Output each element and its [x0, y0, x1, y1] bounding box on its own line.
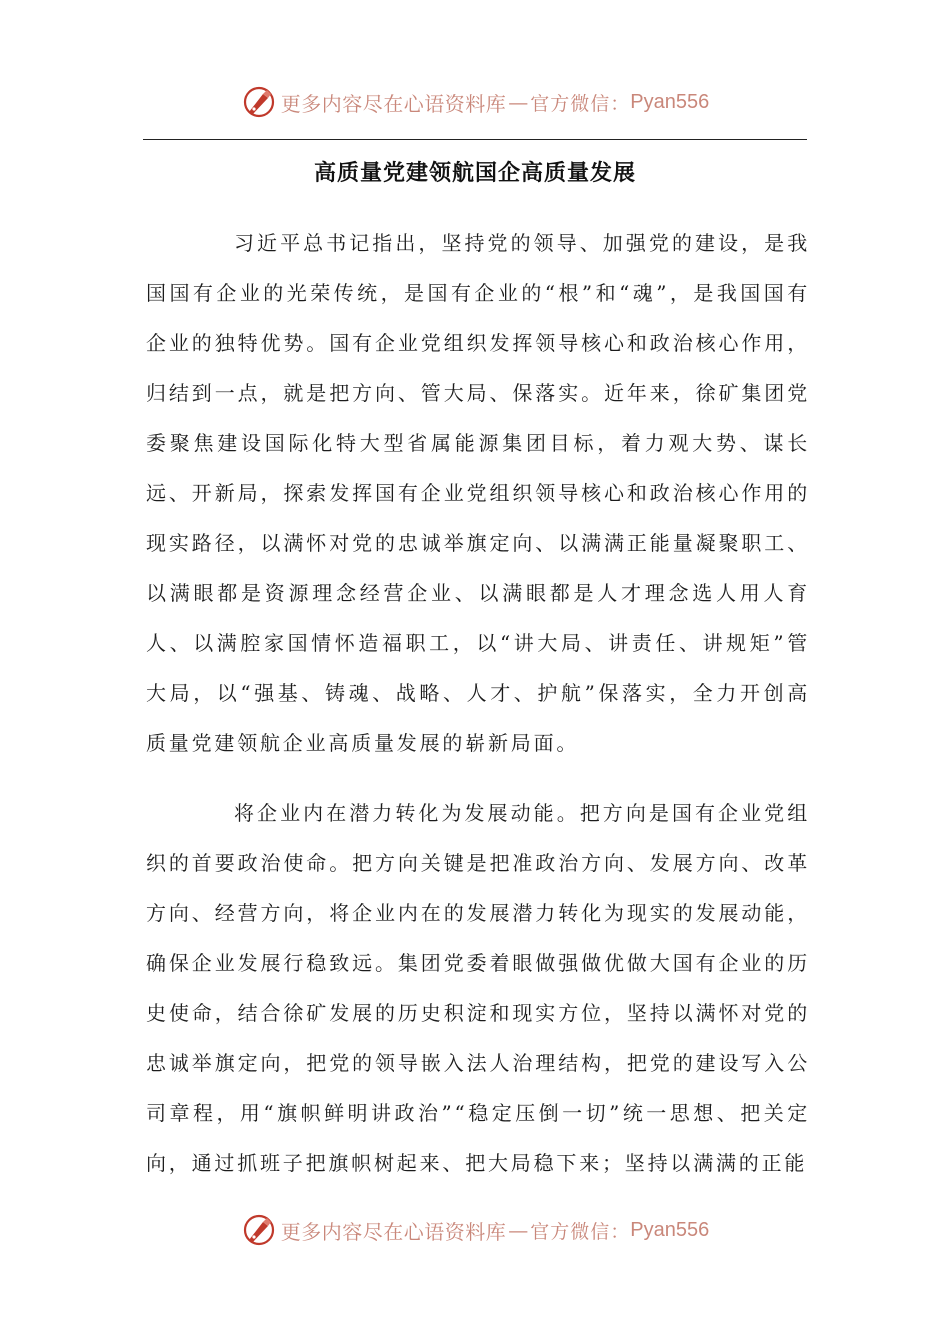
footer-contact-id: Pyan556 [630, 1218, 710, 1241]
footer-dash: — [508, 1218, 529, 1242]
banner-dash: — [508, 90, 529, 114]
footer-contact-label: 官方微信： [530, 1220, 631, 1243]
banner-contact-id: Pyan556 [630, 90, 710, 113]
header-banner [0, 80, 950, 124]
footer-banner [0, 1208, 950, 1252]
document-title: 高质量党建领航国企高质量发展 [313, 161, 636, 186]
paragraph-1: 习近平总书记指出，坚持党的领导、加强党的建设，是我国国有企业的光荣传统，是国有企业的“根”和“魂”，是我国国有企业的独特优势。国有企业党组织发挥领导核心和政治核心作用，归结到一点，就是把方向、管大局、保落实。近年来，徐矿集团党委聚焦建设国际化特大型省属能源集团目标，着力观大势、谋长远、开新局，探索发挥国有企业党组织领导核心和政治核心作用的现实路径，以满怀对党的忠诚举旗定向、以满满正能量凝聚职工、以满眼都是资源理念经营企业、以满眼都是人才理念选人用人育人、以满腔家国情怀造福职工，以“讲大局、讲责任、讲规矩”管大局，以“强基、铸魂、战略、人才、护航”保落实，全力开创高质量党建领航企业高质量发展的崭新局面。 [146, 231, 810, 755]
header-divider [143, 139, 807, 140]
footer-brand-text: 更多内容尽在心语资料库 [280, 1219, 507, 1244]
banner-brand-text: 更多内容尽在心语资料库 [280, 91, 507, 116]
pen-nib-logo-icon [241, 1212, 277, 1248]
pen-nib-logo-icon [241, 84, 277, 120]
banner-contact-label: 官方微信： [530, 92, 631, 115]
paragraph-2: 将企业内在潜力转化为发展动能。把方向是国有企业党组织的首要政治使命。把方向关键是把准政治方向、发展方向、改革方向、经营方向，将企业内在的发展潜力转化为现实的发展动能，确保企业发展行稳致远。集团党委着眼做强做优做大国有企业的历史使命，结合徐矿发展的历史积淀和现实方位，坚持以满怀对党的忠诚举旗定向，把党的领导嵌入法人治理结构，把党的建设写入公司章程，用“旗帜鲜明讲政治”“稳定压倒一切”统一思想、把关定向，通过抓班子把旗帜树起来、把大局稳下来；坚持以满满的正能 [146, 801, 810, 1175]
